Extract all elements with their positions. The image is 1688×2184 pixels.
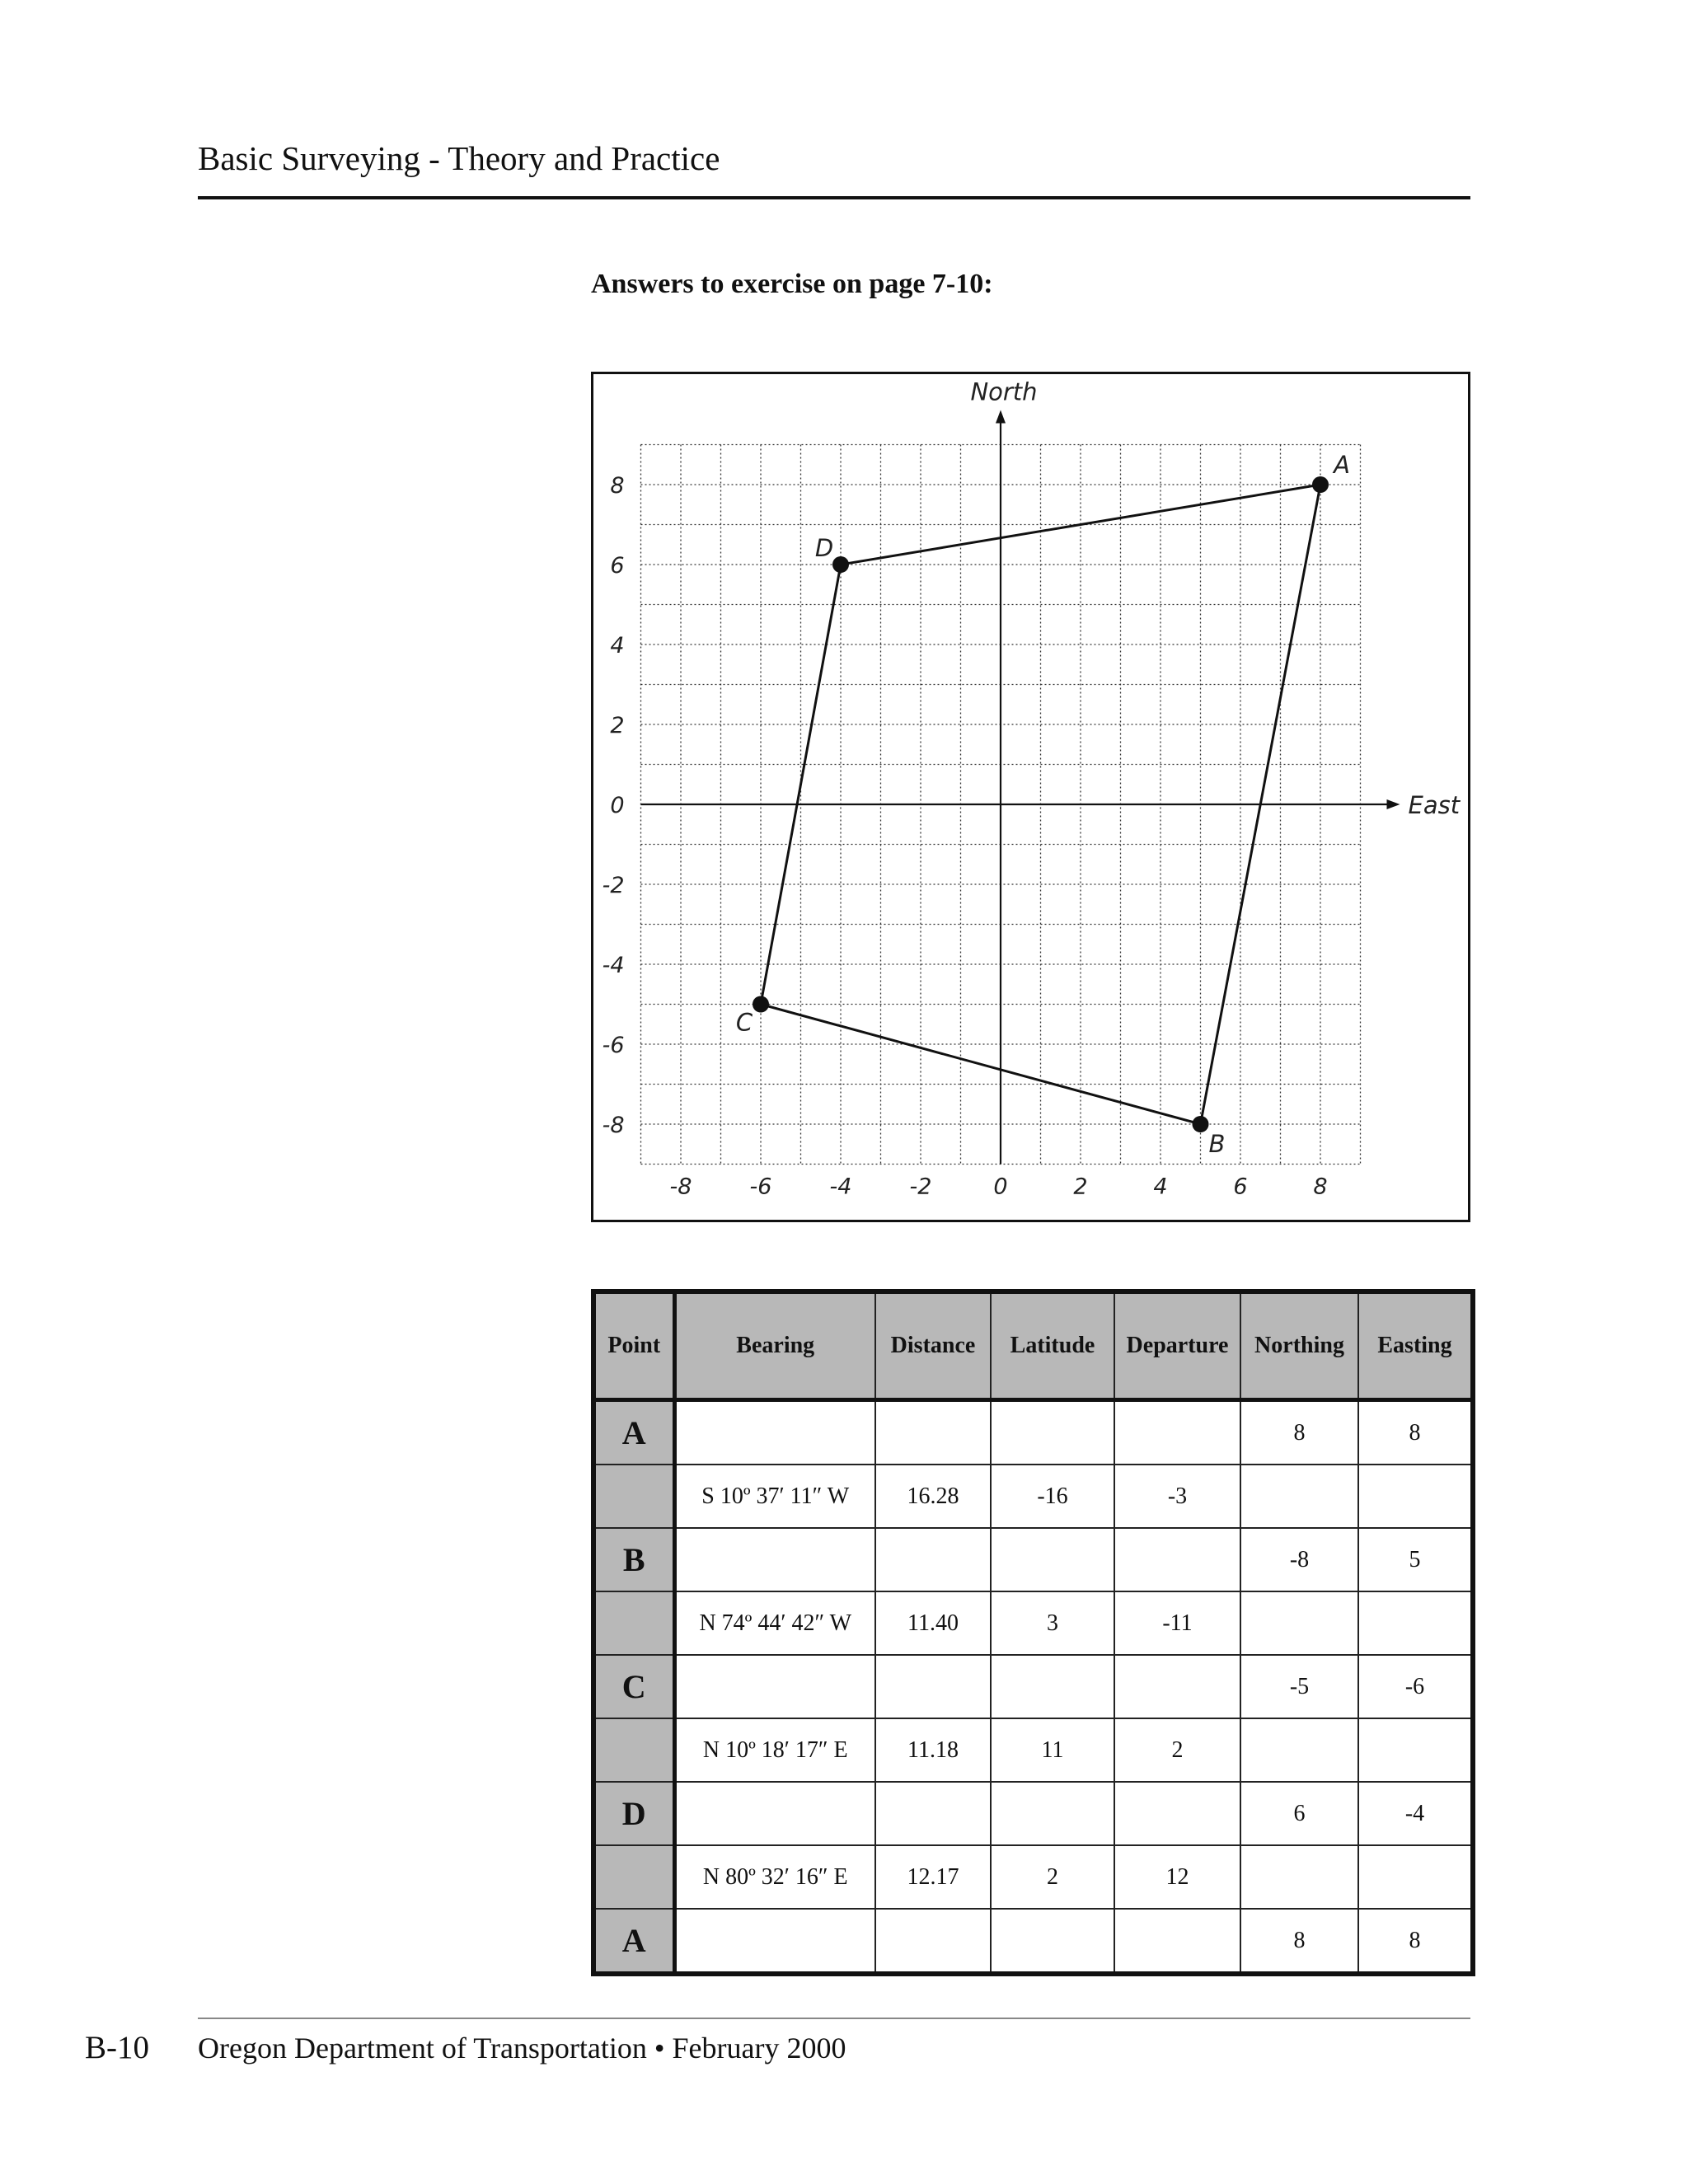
table-row bbox=[593, 1718, 1473, 1782]
y-tick-label: 2 bbox=[610, 713, 625, 738]
table-row bbox=[593, 1591, 1473, 1655]
northing-cell: -5 bbox=[1240, 1655, 1358, 1718]
column-header: Northing bbox=[1240, 1291, 1358, 1400]
y-tick-label: -2 bbox=[602, 873, 625, 898]
point-cell bbox=[593, 1845, 674, 1909]
bearing-cell: S 10º 37′ 11″ W bbox=[674, 1465, 875, 1528]
exercise-heading: Answers to exercise on page 7-10: bbox=[591, 269, 993, 299]
x-tick-label: 2 bbox=[1073, 1174, 1088, 1200]
y-tick-label: 8 bbox=[610, 473, 625, 499]
x-tick-label: -2 bbox=[909, 1174, 932, 1200]
easting-cell bbox=[1358, 1845, 1473, 1909]
latitude-cell bbox=[991, 1400, 1114, 1465]
distance-cell bbox=[875, 1909, 991, 1974]
traverse-point bbox=[753, 996, 769, 1013]
latitude-cell: 11 bbox=[991, 1718, 1114, 1782]
point-cell: D bbox=[593, 1782, 674, 1845]
north-axis-label: North bbox=[970, 377, 1038, 406]
point-cell: A bbox=[593, 1400, 674, 1465]
y-tick-label: -8 bbox=[602, 1113, 625, 1138]
column-header: Bearing bbox=[674, 1291, 875, 1400]
north-axis-arrowhead bbox=[996, 410, 1006, 424]
x-tick-label: 8 bbox=[1313, 1174, 1328, 1200]
easting-cell: 8 bbox=[1358, 1400, 1473, 1465]
y-tick-label: 0 bbox=[610, 793, 625, 818]
east-axis-arrowhead bbox=[1387, 799, 1400, 809]
distance-cell: 11.40 bbox=[875, 1591, 991, 1655]
table-row bbox=[593, 1465, 1473, 1528]
x-tick-label: -6 bbox=[749, 1174, 772, 1200]
latitude-cell: -16 bbox=[991, 1465, 1114, 1528]
point-label: D bbox=[814, 534, 834, 562]
bearing-cell bbox=[674, 1400, 875, 1465]
departure-cell bbox=[1114, 1655, 1240, 1718]
distance-cell bbox=[875, 1655, 991, 1718]
x-tick-label: 0 bbox=[993, 1174, 1008, 1200]
y-tick-label: 6 bbox=[610, 553, 625, 579]
northing-cell bbox=[1240, 1718, 1358, 1782]
easting-cell: 5 bbox=[1358, 1528, 1473, 1591]
latitude-cell bbox=[991, 1528, 1114, 1591]
bearing-cell bbox=[674, 1782, 875, 1845]
departure-cell: 2 bbox=[1114, 1718, 1240, 1782]
column-header: Departure bbox=[1114, 1291, 1240, 1400]
footer-rule bbox=[198, 2018, 1470, 2019]
point-label: B bbox=[1208, 1130, 1226, 1158]
x-tick-label: 6 bbox=[1233, 1174, 1248, 1200]
northing-cell bbox=[1240, 1845, 1358, 1909]
departure-cell bbox=[1114, 1400, 1240, 1465]
table-row bbox=[593, 1400, 1473, 1465]
easting-cell: -4 bbox=[1358, 1782, 1473, 1845]
running-header: Basic Surveying - Theory and Practice bbox=[198, 139, 720, 177]
distance-cell bbox=[875, 1400, 991, 1465]
x-tick-label: 4 bbox=[1153, 1174, 1168, 1200]
distance-cell: 11.18 bbox=[875, 1718, 991, 1782]
bearing-cell: N 80º 32′ 16″ E bbox=[674, 1845, 875, 1909]
departure-cell bbox=[1114, 1782, 1240, 1845]
distance-cell: 16.28 bbox=[875, 1465, 991, 1528]
departure-cell: -11 bbox=[1114, 1591, 1240, 1655]
table-header-row bbox=[593, 1291, 1473, 1400]
traverse-point bbox=[832, 556, 849, 573]
northing-cell: 6 bbox=[1240, 1782, 1358, 1845]
east-axis-label: East bbox=[1408, 791, 1461, 819]
x-tick-label: -8 bbox=[669, 1174, 692, 1200]
bearing-cell bbox=[674, 1909, 875, 1974]
point-cell: B bbox=[593, 1528, 674, 1591]
header-rule bbox=[198, 196, 1470, 199]
latitude-cell bbox=[991, 1782, 1114, 1845]
bearing-cell: N 10º 18′ 17″ E bbox=[674, 1718, 875, 1782]
table-row bbox=[593, 1782, 1473, 1845]
figure-frame bbox=[591, 372, 1470, 1222]
departure-cell: 12 bbox=[1114, 1845, 1240, 1909]
traverse-point bbox=[1193, 1116, 1209, 1132]
latitude-cell bbox=[991, 1909, 1114, 1974]
table-row bbox=[593, 1909, 1473, 1974]
point-cell bbox=[593, 1591, 674, 1655]
northing-cell: 8 bbox=[1240, 1909, 1358, 1974]
point-cell: C bbox=[593, 1655, 674, 1718]
traverse-table bbox=[591, 1289, 1475, 1976]
distance-cell bbox=[875, 1528, 991, 1591]
table-row bbox=[593, 1655, 1473, 1718]
point-label: A bbox=[1334, 451, 1350, 479]
point-cell bbox=[593, 1718, 674, 1782]
bearing-cell bbox=[674, 1528, 875, 1591]
latitude-cell bbox=[991, 1655, 1114, 1718]
column-header: Latitude bbox=[991, 1291, 1114, 1400]
x-tick-label: -4 bbox=[829, 1174, 852, 1200]
easting-cell: -6 bbox=[1358, 1655, 1473, 1718]
traverse-point bbox=[1312, 476, 1329, 493]
bearing-cell: N 74º 44′ 42″ W bbox=[674, 1591, 875, 1655]
distance-cell bbox=[875, 1782, 991, 1845]
column-header: Distance bbox=[875, 1291, 991, 1400]
northing-cell: 8 bbox=[1240, 1400, 1358, 1465]
table-row bbox=[593, 1845, 1473, 1909]
point-label: C bbox=[735, 1008, 753, 1037]
easting-cell bbox=[1358, 1465, 1473, 1528]
northing-cell: -8 bbox=[1240, 1528, 1358, 1591]
distance-cell: 12.17 bbox=[875, 1845, 991, 1909]
table-row bbox=[593, 1528, 1473, 1591]
footer-text: Oregon Department of Transportation • February 2000 bbox=[198, 2032, 846, 2064]
easting-cell bbox=[1358, 1718, 1473, 1782]
latitude-cell: 3 bbox=[991, 1591, 1114, 1655]
y-tick-label: -4 bbox=[602, 953, 625, 978]
bearing-cell bbox=[674, 1655, 875, 1718]
y-tick-label: 4 bbox=[610, 633, 625, 658]
northing-cell bbox=[1240, 1591, 1358, 1655]
point-cell bbox=[593, 1465, 674, 1528]
traverse-coordinate-plot bbox=[593, 374, 1468, 1220]
departure-cell bbox=[1114, 1528, 1240, 1591]
easting-cell: 8 bbox=[1358, 1909, 1473, 1974]
easting-cell bbox=[1358, 1591, 1473, 1655]
y-tick-label: -6 bbox=[602, 1033, 625, 1058]
northing-cell bbox=[1240, 1465, 1358, 1528]
page-number: B-10 bbox=[85, 2030, 149, 2065]
column-header: Point bbox=[593, 1291, 674, 1400]
departure-cell: -3 bbox=[1114, 1465, 1240, 1528]
point-cell: A bbox=[593, 1909, 674, 1974]
latitude-cell: 2 bbox=[991, 1845, 1114, 1909]
departure-cell bbox=[1114, 1909, 1240, 1974]
column-header: Easting bbox=[1358, 1291, 1473, 1400]
